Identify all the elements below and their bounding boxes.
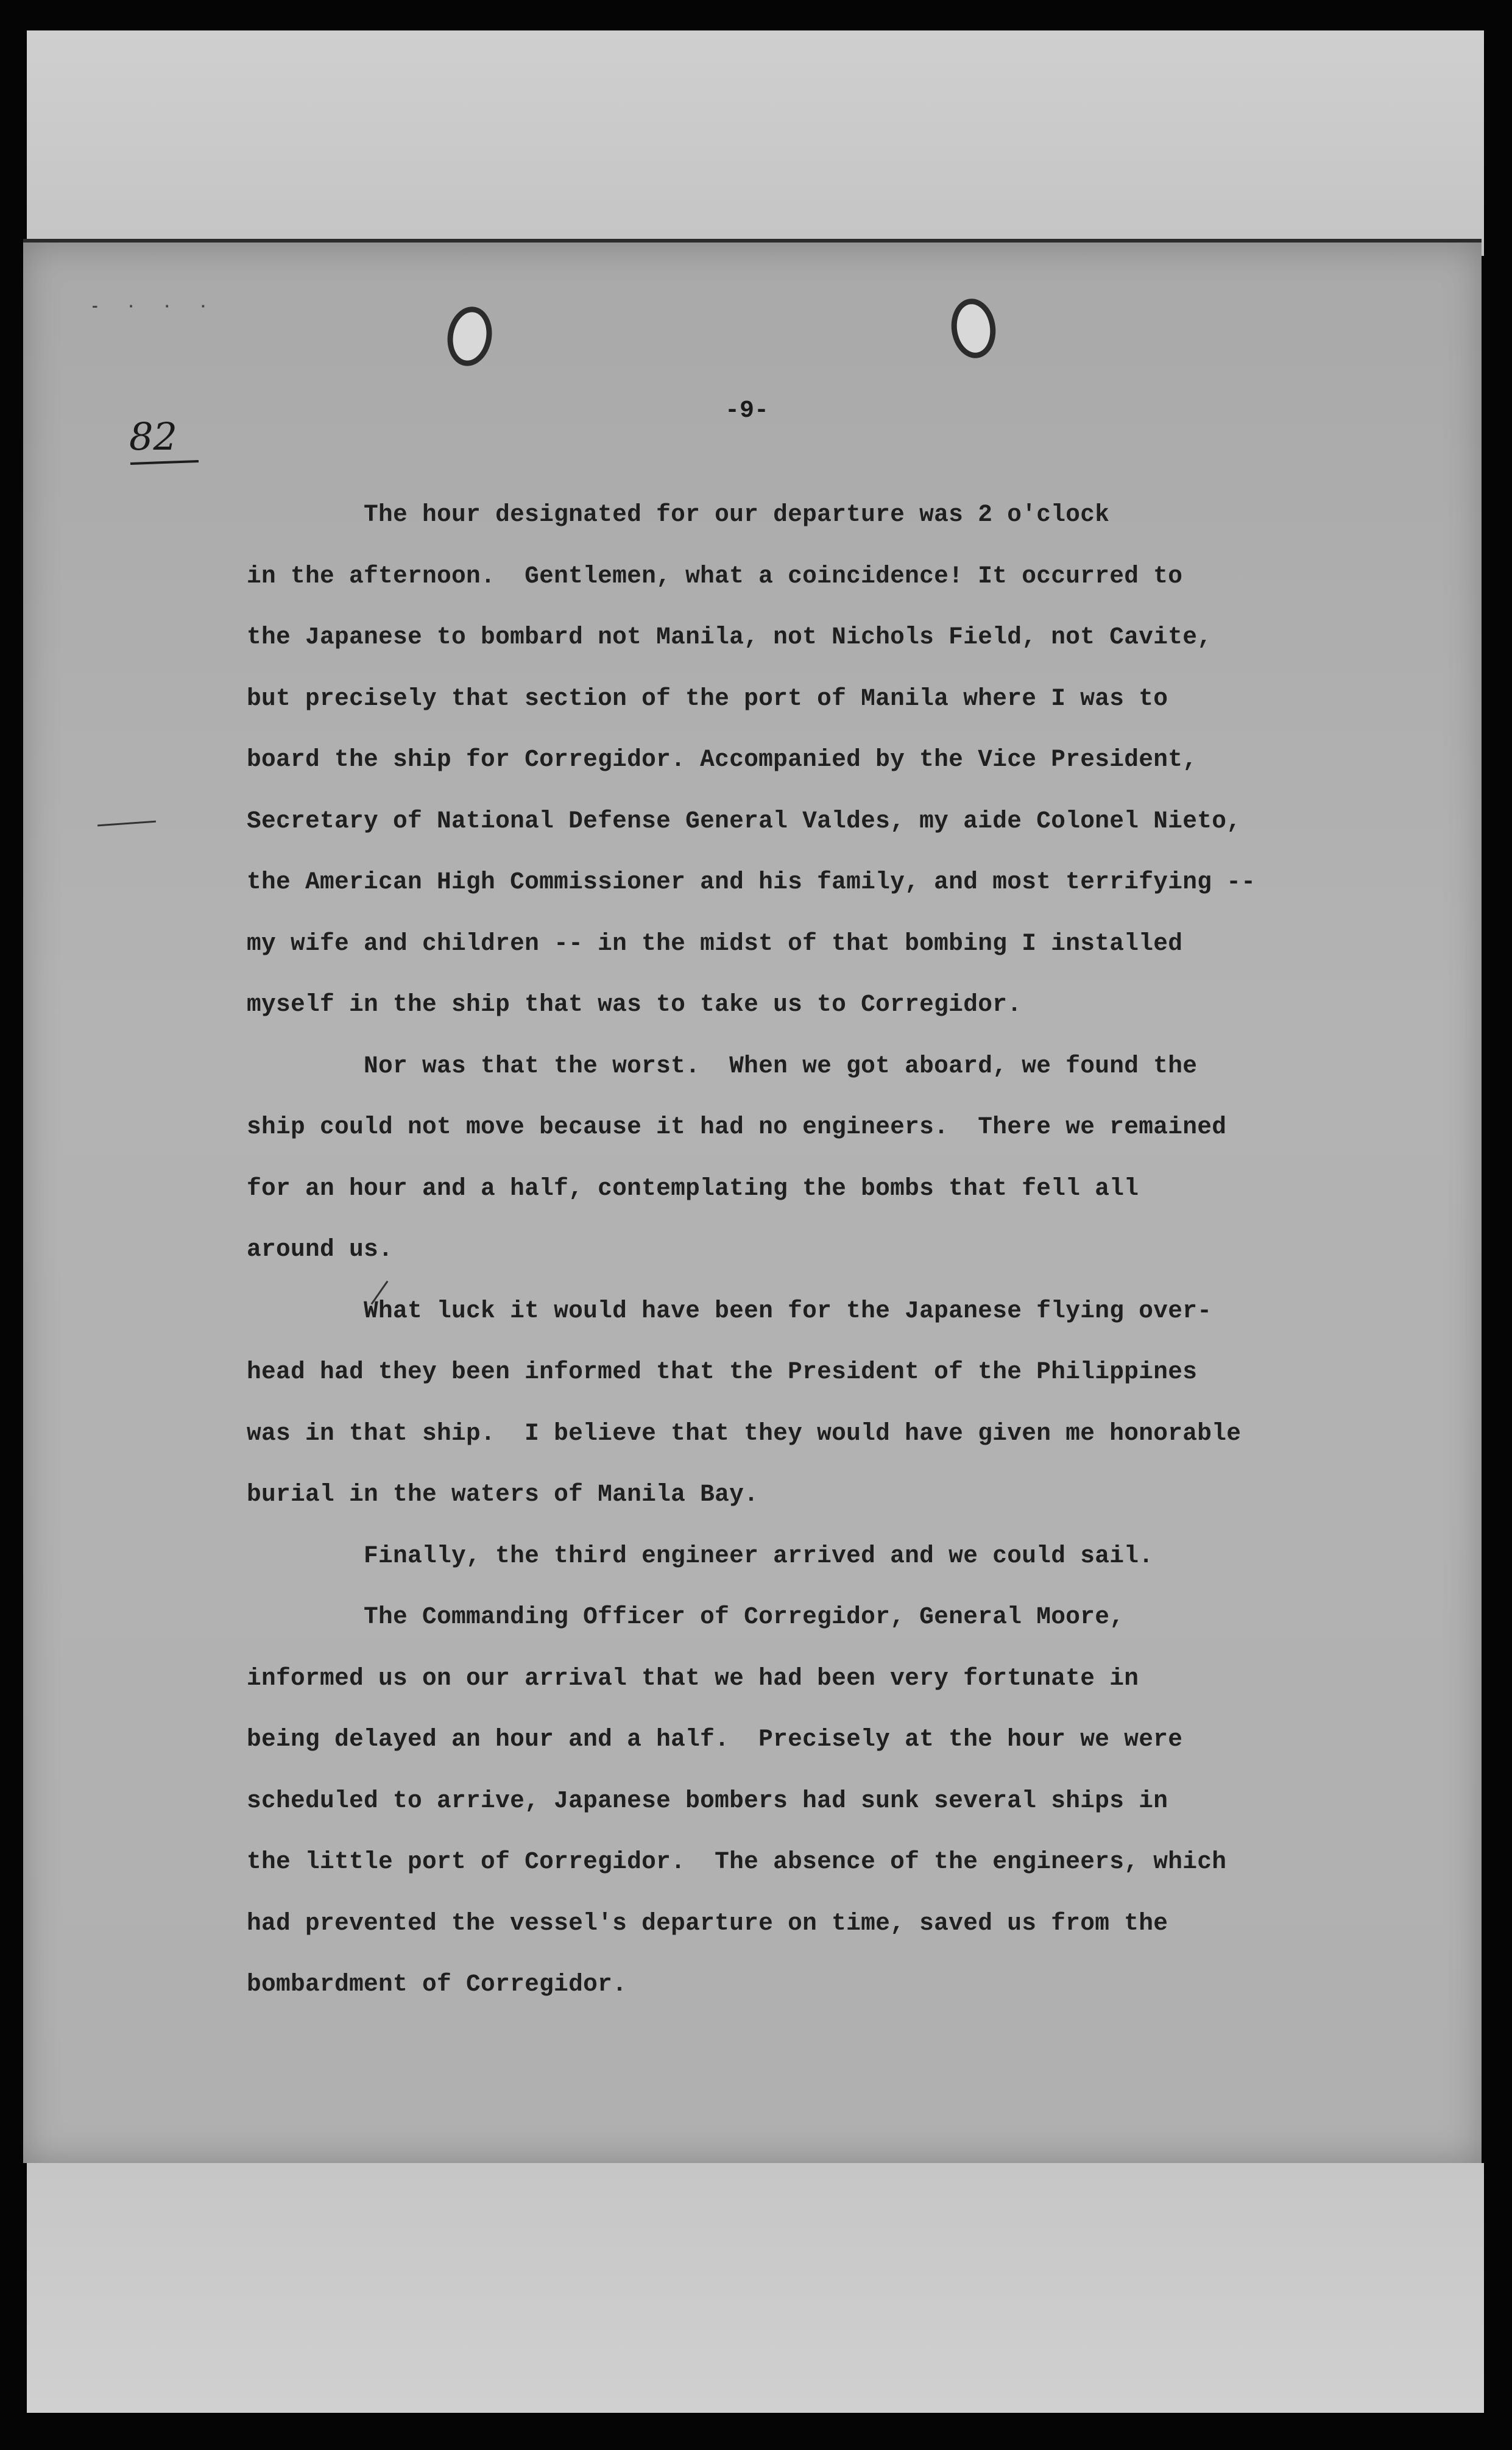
text-line: Finally, the third engineer arrived and we could sail.: [247, 1542, 1154, 1570]
underlying-sheet-bottom: [27, 2163, 1484, 2413]
text-line: head had they been informed that the President of the Philippines: [247, 1358, 1198, 1386]
text-line: for an hour and a half, contemplating the bombs that fell all: [247, 1174, 1139, 1202]
text-line: in the afternoon. Gentlemen, what a coincidence! It occurred to: [247, 562, 1183, 590]
text-line: burial in the waters of Manila Bay.: [247, 1481, 759, 1508]
text-line: around us.: [247, 1236, 394, 1263]
text-line: ship could not move because it had no engineers. There we remained: [247, 1113, 1227, 1141]
text-line: the little port of Corregidor. The absence of the engineers, which: [247, 1848, 1227, 1875]
text-line: had prevented the vessel's departure on time, saved us from the: [247, 1909, 1168, 1937]
text-line: The Commanding Officer of Corregidor, General Moore,: [247, 1603, 1125, 1630]
corner-marks: - · · ·: [90, 297, 217, 316]
text-line: was in that ship. I believe that they would have given me honorable: [247, 1419, 1242, 1447]
body-text: [247, 484, 1331, 2016]
text-line: board the ship for Corregidor. Accompanied by the Vice President,: [247, 746, 1198, 773]
text-line: but precisely that section of the port of Manila where I was to: [247, 684, 1168, 712]
text-line: scheduled to arrive, Japanese bombers had sunk several ships in: [247, 1786, 1168, 1814]
underlying-sheet-top: [27, 30, 1484, 256]
text-line: informed us on our arrival that we had been very fortunate in: [247, 1664, 1139, 1692]
handwritten-folio-number: 82: [129, 414, 177, 459]
text-line: my wife and children -- in the midst of that bombing I installed: [247, 929, 1183, 957]
text-line: Nor was that the worst. When we got aboard, we found the: [247, 1052, 1198, 1080]
text-line: being delayed an hour and a half. Precisely at the hour we were: [247, 1726, 1183, 1753]
text-line: the Japanese to bombard not Manila, not Nichols Field, not Cavite,: [247, 623, 1212, 651]
text-line: bombardment of Corregidor.: [247, 1970, 627, 1998]
text-line: the American High Commissioner and his family, and most terrifying --: [247, 868, 1256, 896]
text-line: Secretary of National Defense General Valdes, my aide Colonel Nieto,: [247, 807, 1242, 835]
page-number: -9-: [725, 397, 769, 425]
text-line: What luck it would have been for the Japanese flying over-: [247, 1297, 1212, 1325]
text-line: The hour designated for our departure was 2 o'clock: [247, 501, 1110, 528]
text-line: myself in the ship that was to take us to Corregidor.: [247, 991, 1022, 1018]
